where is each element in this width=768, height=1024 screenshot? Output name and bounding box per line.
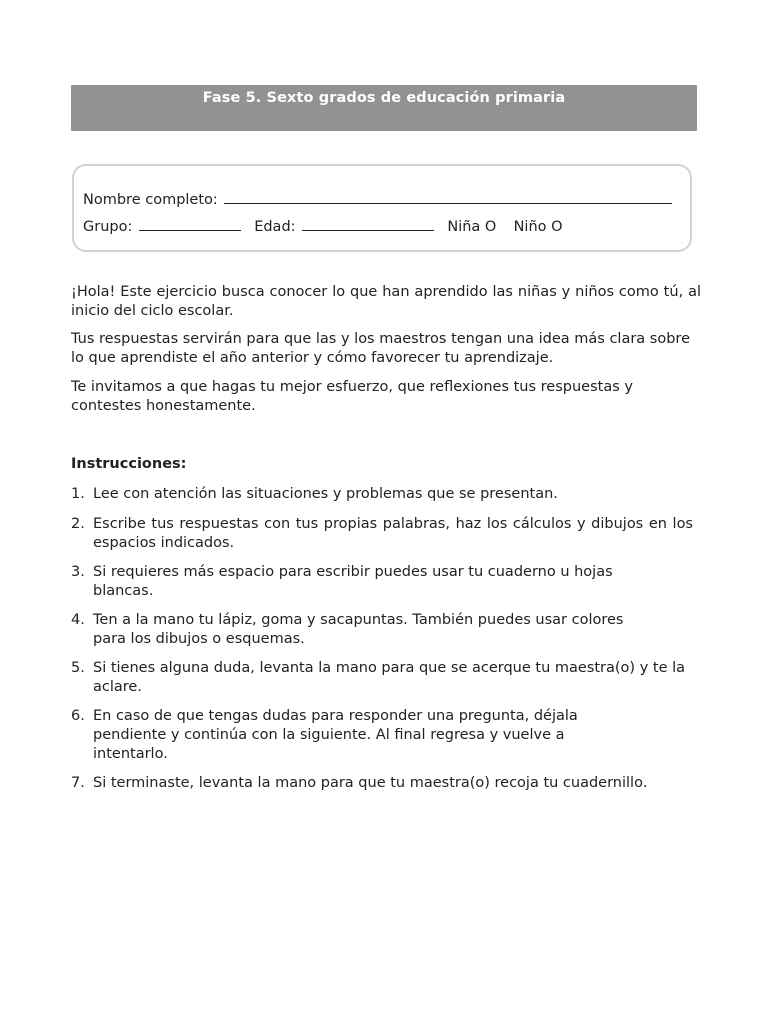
item-text: Si tienes alguna duda, levanta la mano para que se acerque tu maestra(o) y te la aclare. [93,660,686,695]
instruction-item [71,563,693,601]
item-number: 2. [71,516,85,532]
student-info-box [72,164,692,252]
instruction-item [71,611,693,649]
age-field[interactable] [302,215,434,231]
instructions-title: Instrucciones: [71,456,187,472]
intro-paragraph-2: Tus respuestas servirán para que las y los maestros tengan una idea más clara sobre lo que aprendiste el año anterior y cómo favorecer tu aprendizaje. [71,331,690,366]
instruction-item [71,485,693,504]
intro-paragraph-1: ¡Hola! Este ejercicio busca conocer lo que han aprendido las niñas y niños como tú, al inicio del ciclo escolar. [71,284,701,319]
instruction-item [71,659,731,697]
name-label: Nombre completo: [83,192,218,208]
item-text: En caso de que tengas dudas para responder una pregunta, déjala pendiente y continúa con la siguiente. Al final regresa y vuelve a intentarlo. [93,708,578,762]
instruction-item [71,774,731,793]
instruction-item [71,515,693,553]
page-title: Fase 5. Sexto grados de educación primaria [202,90,566,106]
boy-option[interactable]: Niño O [513,219,563,235]
item-text: Escribe tus respuestas con tus propias palabras, haz los cálculos y dibujos en los espacios indicados. [93,516,693,551]
instruction-item [71,707,693,764]
group-label: Grupo: [83,219,133,235]
item-number: 3. [71,564,85,580]
name-row [83,188,672,208]
item-number: 1. [71,486,85,502]
name-field[interactable] [224,188,672,204]
group-age-row [83,215,563,235]
age-label: Edad: [254,219,296,235]
header-banner [71,85,697,131]
item-text: Si requieres más espacio para escribir puedes usar tu cuaderno u hojas blancas. [93,564,613,599]
item-text: Lee con atención las situaciones y problemas que se presentan. [93,486,558,502]
item-number: 5. [71,660,85,676]
girl-option[interactable]: Niña O [447,219,497,235]
item-text: Si terminaste, levanta la mano para que tu maestra(o) recoja tu cuadernillo. [93,775,648,791]
group-field[interactable] [139,215,241,231]
item-number: 4. [71,612,85,628]
intro-paragraph-3: Te invitamos a que hagas tu mejor esfuerzo, que reflexiones tus respuestas y contestes honestamente. [71,379,633,414]
item-number: 7. [71,775,85,791]
item-text: Ten a la mano tu lápiz, goma y sacapuntas. También puedes usar colores para los dibujos o esquemas. [93,612,624,647]
item-number: 6. [71,708,85,724]
